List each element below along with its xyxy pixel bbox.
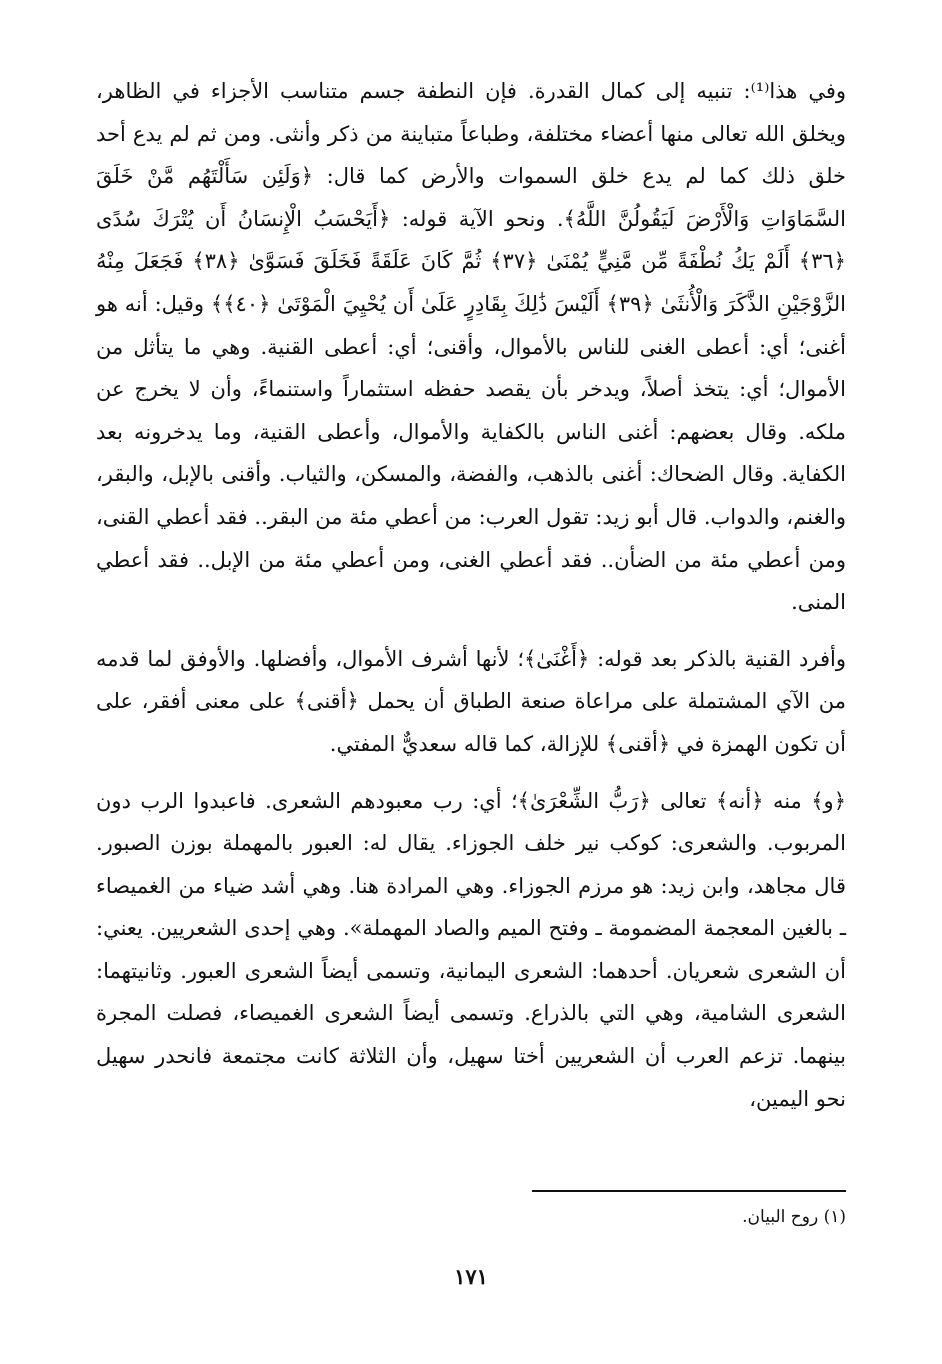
body-paragraph-1: وفي هذا⁽¹⁾: تنبيه إلى كمال القدرة. فإن النطفة جسم متناسب الأجزاء في الظاهر، ويخلق الله تعالى منها أعضاء مختلفة، وطباعاً متباينة من ذكر وأنثى. ومن ثم لم يدع أحد خلق ذلك كما لم يدع خلق السموات والأرض كما قال: ﴿وَلَئِن سَأَلْتَهُم مَّنْ خَلَقَ السَّمَاوَاتِ وَالْأَرْضَ لَيَقُولُنَّ اللَّهُ﴾. ونحو الآية قوله: ﴿أَيَحْسَبُ الْإِنسَانُ أَن يُتْرَكَ سُدًى ﴿٣٦﴾ أَلَمْ يَكُ نُطْفَةً مِّن مَّنِيٍّ يُمْنَىٰ ﴿٣٧﴾ ثُمَّ كَانَ عَلَقَةً فَخَلَقَ فَسَوَّىٰ ﴿٣٨﴾ فَجَعَلَ مِنْهُ الزَّوْجَيْنِ الذَّكَرَ وَالْأُنثَىٰ ﴿٣٩﴾ أَلَيْسَ ذَٰلِكَ بِقَادِرٍ عَلَىٰ أَن يُحْيِيَ الْمَوْتَىٰ ﴿٤٠﴾﴾ وقيل: أنه هو أغنى؛ أي: أعطى الغنى للناس بالأموال، وأقنى؛ أي: أعطى القنية. وهي ما يتأثل من الأموال؛ أي: يتخذ أصلاً، ويدخر بأن يقصد حفظه استثماراً واستنماءً، وأن لا يخرج عن ملكه. وقال بعضهم: أغنى الناس بالكفاية والأموال، وأعطى القنية، وما يدخرونه بعد الكفاية. وقال الضحاك: أغنى بالذهب، والفضة، والمسكن، والثياب. وأقنى بالإبل، والبقر، والغنم، والدواب. قال أبو زيد: تقول العرب: من أعطي مئة من البقر.. فقد أعطي القنى، ومن أعطي مئة من الضأن.. فقد أعطي الغنى، ومن أعطي مئة من الإبل.. فقد أعطي المنى. bbox=[96, 79, 847, 615]
page-body bbox=[96, 70, 846, 1120]
footnote-divider bbox=[532, 1190, 846, 1192]
footnote: (١) روح البيان. bbox=[742, 1207, 846, 1227]
page-number: ١٧١ bbox=[454, 1264, 488, 1289]
body-paragraph-2: وأفرد القنية بالذكر بعد قوله: ﴿أَغْنَىٰ﴾؛ لأنها أشرف الأموال، وأفضلها. والأوفق لما قدمه من الآي المشتملة على مراعاة صنعة الطباق أن يحمل ﴿أقنى﴾ على معنى أفقر، على أن تكون الهمزة في ﴿أقنى﴾ للإزالة، كما قاله سعديٌّ المفتي. bbox=[96, 646, 846, 756]
body-paragraph-3: ﴿و﴾ منه ﴿أنه﴾ تعالى ﴿رَبُّ الشِّعْرَىٰ﴾؛ أي: رب معبودهم الشعرى. فاعبدوا الرب دون المربوب. والشعرى: كوكب نير خلف الجوزاء. يقال له: العبور بالمهملة بوزن الصبور. قال مجاهد، وابن زيد: هو مرزم الجوزاء. وهي المرادة هنا. وهي أشد ضياء من الغميصاء ـ بالغين المعجمة المضمومة ـ وفتح الميم والصاد المهملة». وهي إحدى الشعريين. يعني: أن الشعرى شعريان. أحدهما: الشعرى اليمانية، وتسمى أيضاً الشعرى العبور. وثانيتهما: الشعرى الشامية، وهي التي بالذراع. وتسمى أيضاً الشعرى الغميصاء، فصلت المجرة بينهما. تزعم العرب أن الشعريين أختا سهيل، وأن الثلاثة كانت مجتمعة فانحدر سهيل نحو اليمين، bbox=[96, 788, 846, 1111]
